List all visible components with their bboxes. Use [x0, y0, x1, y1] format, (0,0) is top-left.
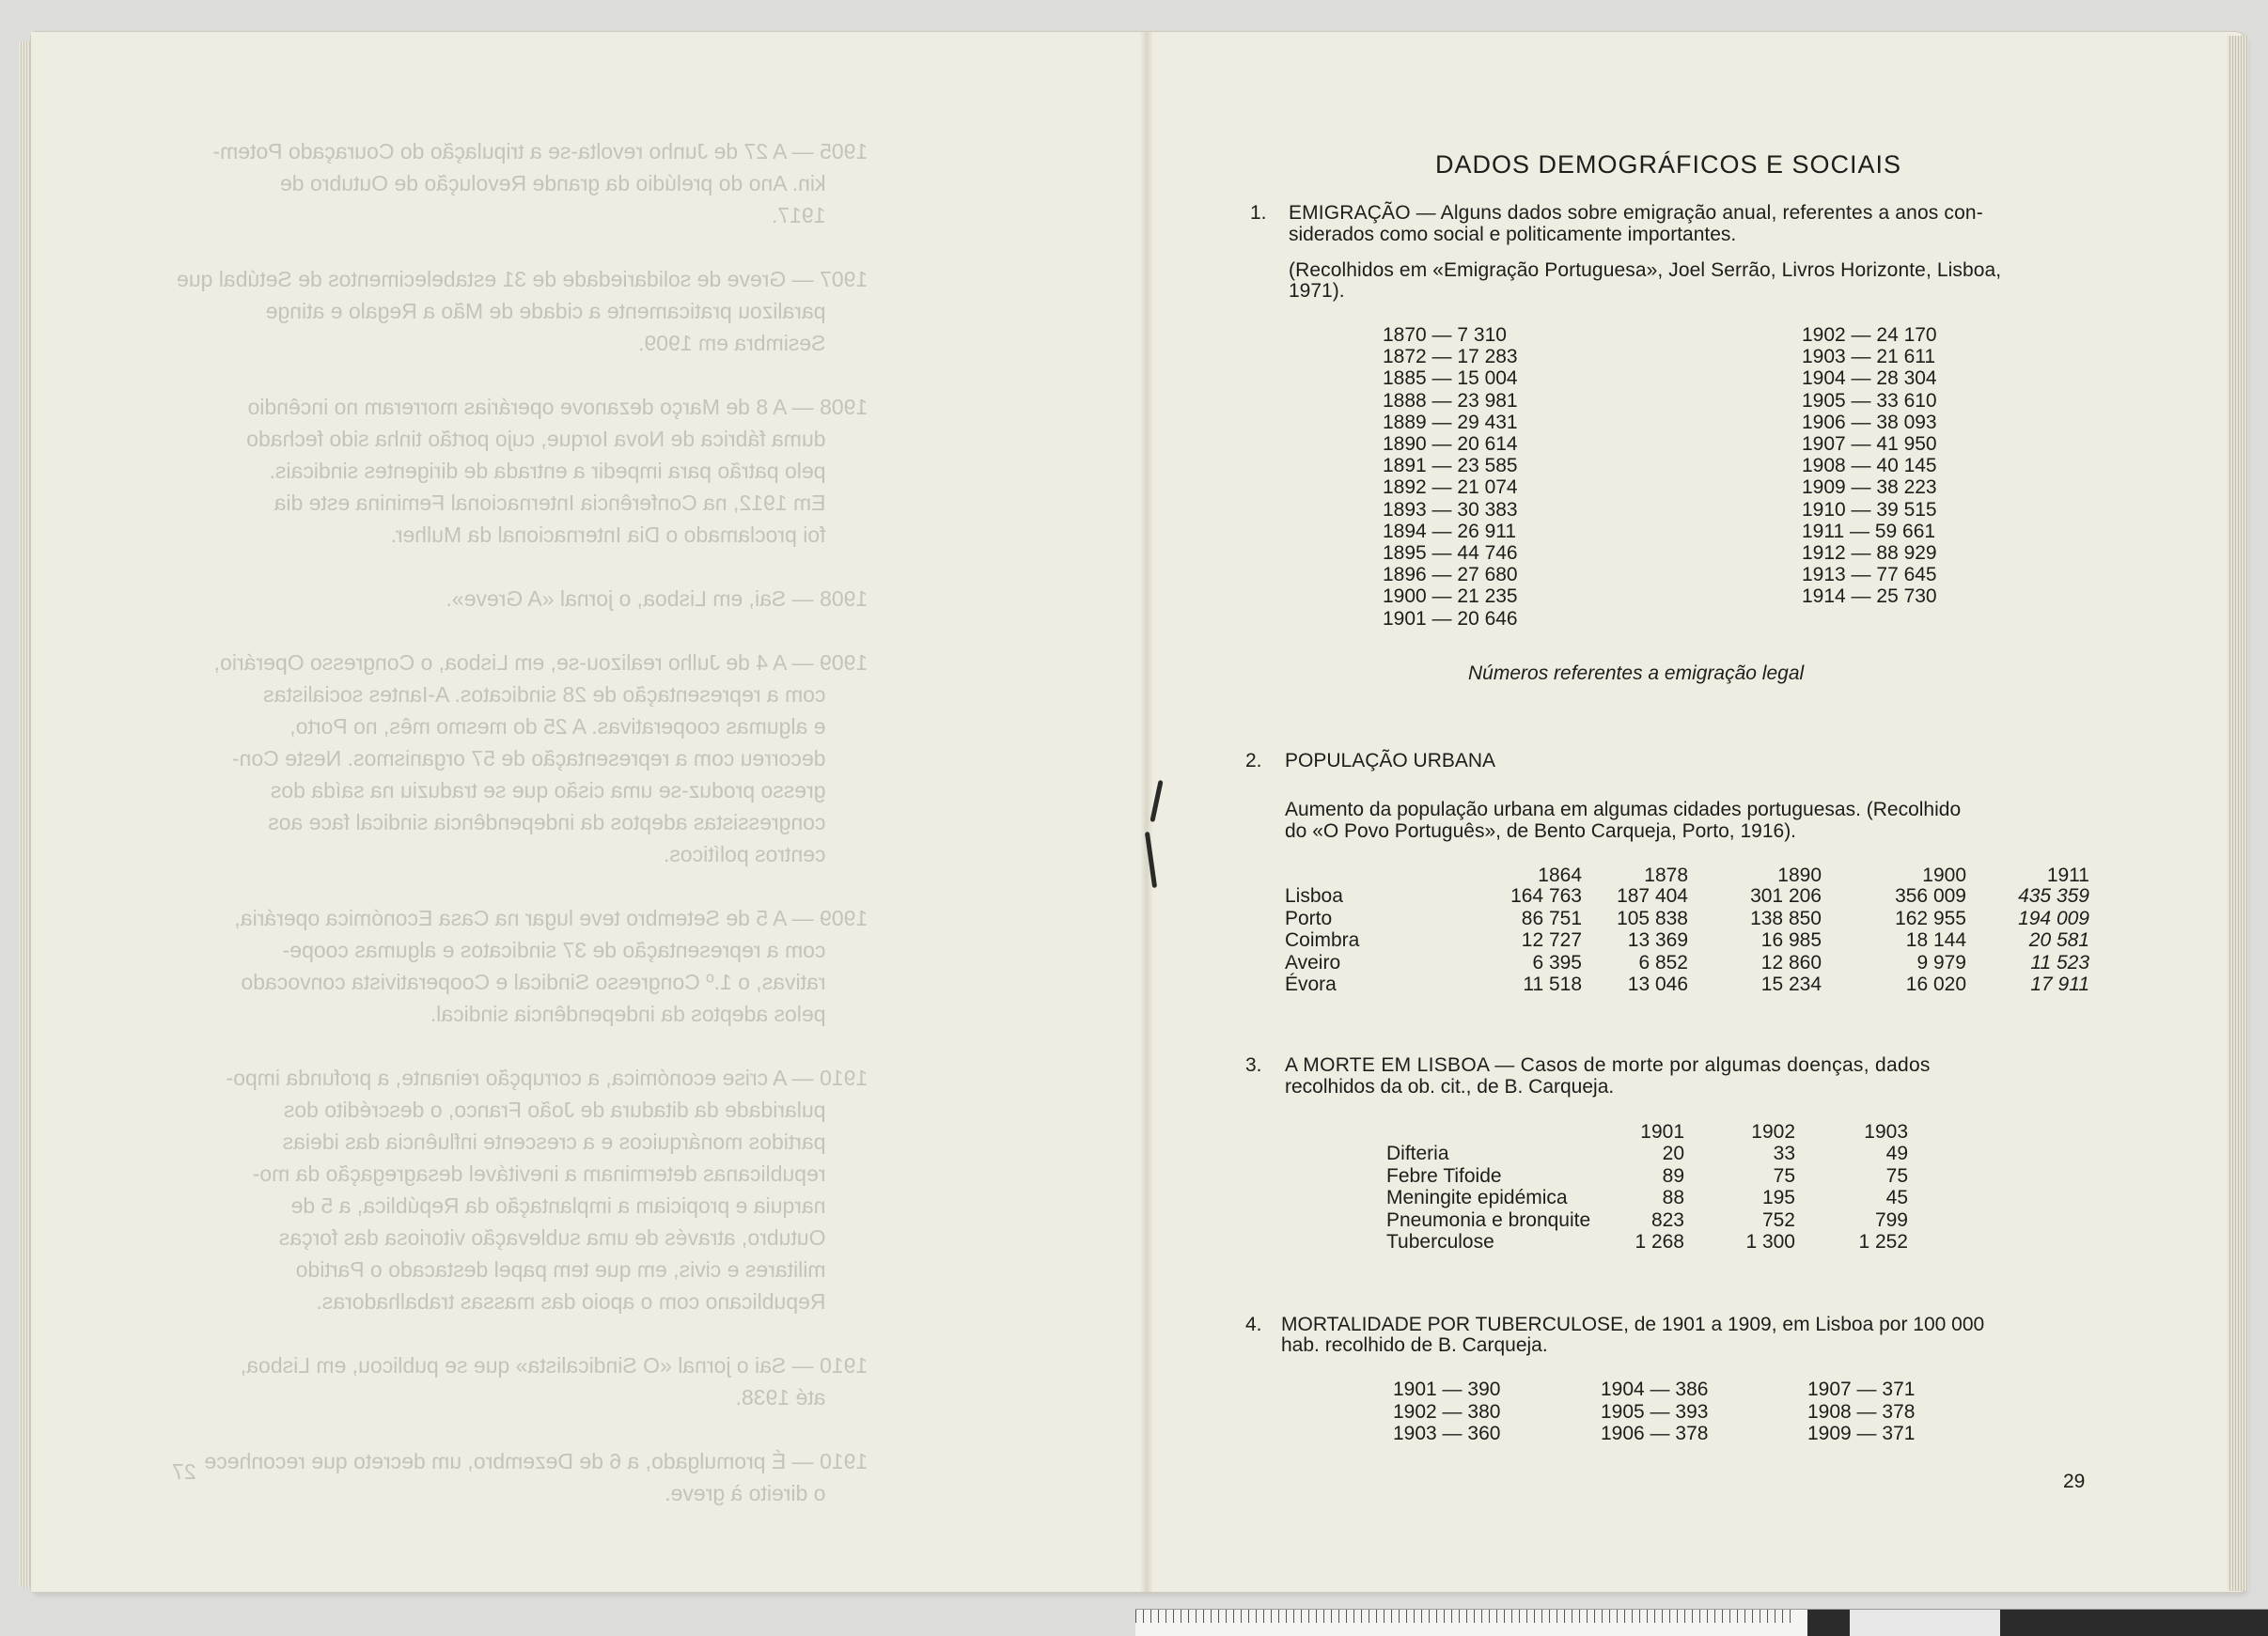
- scale-ruler: [1135, 1609, 2268, 1636]
- tuberculosis-entry: 1902 — 380: [1393, 1400, 1501, 1423]
- column-header-year: 1903: [1864, 1121, 1908, 1143]
- emigration-entry: 1913 — 77 645: [1802, 564, 1937, 586]
- table-cell: 12 860: [1760, 951, 1822, 974]
- column-header-year: 1911: [2046, 865, 2089, 886]
- table-cell: 16 985: [1760, 929, 1822, 951]
- emigration-entry: 1902 — 24 170: [1802, 324, 1937, 346]
- table-cell: 164 763: [1510, 885, 1582, 907]
- section2-line1: Aumento da população urbana em algumas cidades portuguesas. (Recolhido: [1285, 799, 1962, 820]
- ruler-ticks: [1135, 1610, 1793, 1623]
- table-cell: 6 852: [1638, 951, 1688, 974]
- page-number: 29: [2063, 1471, 2086, 1492]
- table-cell: 9 979: [1916, 951, 1966, 974]
- tuberculosis-entry: 1906 — 378: [1601, 1423, 1709, 1444]
- row-label-city: Lisboa: [1285, 885, 1343, 907]
- table-cell: 86 751: [1521, 907, 1582, 929]
- tuberculosis-entry: 1908 — 378: [1807, 1400, 1916, 1423]
- table-cell: 1 268: [1635, 1231, 1684, 1253]
- table-cell: 799: [1874, 1208, 1908, 1231]
- table-cell: 195: [1761, 1187, 1795, 1208]
- emigration-entry: 1905 — 33 610: [1802, 389, 1937, 412]
- table-cell: 138 850: [1750, 907, 1822, 929]
- table-cell: 15 234: [1760, 974, 1822, 995]
- table-cell: 752: [1761, 1208, 1795, 1231]
- table-cell: 162 955: [1895, 907, 1966, 929]
- table-cell: 20: [1662, 1143, 1684, 1164]
- section1-number: 1.: [1250, 202, 1267, 224]
- row-label-disease: Tuberculose: [1386, 1231, 1494, 1253]
- emigration-entry: 1896 — 27 680: [1383, 564, 1518, 586]
- section3-number: 3.: [1245, 1054, 1262, 1076]
- table-cell: 13 046: [1627, 974, 1688, 995]
- bleed-through-text: 1905 — A 27 de Junho revolta-se a tripulação do Couraçado Potem- kin. Ano do prelúdio da grande Revolução de Outubro de 1917. 1907 — Greve de solidariedade de 31 estabelecimentos de Setúbal que paralizou praticamente a cidade de Mão a Regalo e atinge Sesimbra em 1909. 1908 — A 8 de Março dezanove operárias morreram no incêndio duma fábrica de Nova Iorque, cujo portão tinha sido fechado pelo patrão para impedir a entrada de dirigentes sindicais. Em 1912, na Conferência Internacional Feminina este dia foi proclamado o Dia Internacional da Mulher. 1908 — Sai, em Lisboa, o jornal «A Greve». 1909 — A 4 de Julho realizou-se, em Lisboa, o Congresso Operário, com a representação de 28 sindicatos. A-Iantes socialistas e algumas cooperativas. A 25 do mesmo mês, no Porto, decorreu com a representação de 57 organismos. Neste Con- gresso produz-se uma cisão que se traduziu na saída dos congressistas adeptos da independência sindical face aos centros políticos. 1909 — A 5 de Setembro teve lugar na Casa Económica operária, com a representação de 37 sindicatos e algumas coope- rativas, o 1.º Congresso Sindical e Cooperativista convocado pelos adeptos da independência sindical. 1910 — A crise económica, a corrupção reinante, a profunda impo- pularidade da ditadura de João Franco, o descrédito dos partidos monárquicos e a crescente influência das ideias republicanas determinam a inevitável desagregação da mo- narquia e propiciam a implantação da República, a 5 de Outubro, através de uma sublevação vitoriosa das forças militares e civis, em que tem papel destacado o Partido Republicano com o apoio das massas trabalhadoras. 1910 — Sai o jornal «O Sindicalista» que se publicou, em Lisboa, até 1938. 1910 — É promulgado, a 6 de Dezembro, um decreto que reconhece o direito à greve.: [177, 139, 868, 1505]
- column-header-year: 1901: [1640, 1121, 1684, 1143]
- bleed-through-pagenum: 27: [172, 1459, 196, 1484]
- tuberculosis-entry: 1904 — 386: [1601, 1379, 1709, 1400]
- emigration-entry: 1885 — 15 004: [1383, 367, 1518, 390]
- table-cell: 194 009: [2018, 907, 2089, 929]
- column-header-year: 1890: [1777, 865, 1822, 886]
- table-cell: 88: [1662, 1187, 1684, 1208]
- tuberculosis-entry: 1901 — 390: [1393, 1379, 1501, 1400]
- emigration-entry: 1892 — 21 074: [1383, 476, 1518, 499]
- page-edges-right: [2228, 36, 2248, 1591]
- emigration-caption: Números referentes a emigração legal: [1468, 662, 1805, 684]
- emigration-entry: 1911 — 59 661: [1802, 520, 1936, 542]
- table-cell: 11 518: [1523, 974, 1582, 995]
- row-label-city: Porto: [1285, 907, 1333, 929]
- table-cell: 1 300: [1745, 1231, 1795, 1253]
- emigration-entry: 1872 — 17 283: [1383, 346, 1518, 368]
- ruler-light-band: [1850, 1610, 2000, 1636]
- emigration-entry: 1912 — 88 929: [1802, 542, 1937, 564]
- column-header-year: 1902: [1751, 1121, 1795, 1143]
- column-header-year: 1878: [1644, 865, 1688, 886]
- table-cell: 823: [1650, 1208, 1684, 1231]
- emigration-entry: 1908 — 40 145: [1802, 455, 1937, 477]
- emigration-entry: 1910 — 39 515: [1802, 498, 1937, 521]
- row-label-disease: Difteria: [1386, 1143, 1449, 1164]
- emigration-entry: 1907 — 41 950: [1802, 433, 1937, 455]
- section3-line1: A MORTE EM LISBOA — Casos de morte por algumas doenças, dados: [1285, 1054, 1931, 1076]
- table-cell: 1 252: [1858, 1231, 1908, 1253]
- emigration-entry: 1889 — 29 431: [1383, 411, 1518, 433]
- table-cell: 17 911: [2030, 974, 2089, 995]
- table-cell: 301 206: [1750, 885, 1822, 907]
- tuberculosis-entry: 1903 — 360: [1393, 1423, 1501, 1444]
- section1-source-line2: 1971).: [1289, 280, 1345, 302]
- table-cell: 20 581: [2028, 929, 2089, 951]
- left-page: [31, 32, 1140, 1592]
- emigration-entry: 1888 — 23 981: [1383, 389, 1518, 412]
- table-cell: 33: [1773, 1143, 1795, 1164]
- column-header-year: 1900: [1922, 865, 1966, 886]
- table-cell: 18 144: [1905, 929, 1966, 951]
- section1-line2: siderados como social e politicamente importantes.: [1289, 224, 1737, 245]
- section2-title: POPULAÇÃO URBANA: [1285, 750, 1496, 771]
- section1-source-line1: (Recolhidos em «Emigração Portuguesa», Joel Serrão, Livros Horizonte, Lisboa,: [1289, 259, 2002, 281]
- emigration-entry: 1914 — 25 730: [1802, 585, 1937, 608]
- section2-number: 2.: [1245, 750, 1262, 771]
- row-label-disease: Febre Tifoide: [1386, 1164, 1502, 1187]
- emigration-entry: 1901 — 20 646: [1383, 607, 1518, 630]
- table-cell: 105 838: [1617, 907, 1688, 929]
- tuberculosis-entry: 1905 — 393: [1601, 1400, 1709, 1423]
- table-cell: 435 359: [2018, 885, 2089, 907]
- table-cell: 89: [1662, 1164, 1684, 1187]
- column-header-year: 1864: [1538, 865, 1582, 886]
- table-cell: 75: [1773, 1164, 1795, 1187]
- section4-number: 4.: [1245, 1314, 1262, 1335]
- emigration-entry: 1894 — 26 911: [1383, 520, 1517, 542]
- table-cell: 13 369: [1627, 929, 1688, 951]
- row-label-disease: Meningite epidémica: [1386, 1187, 1568, 1208]
- emigration-entry: 1903 — 21 611: [1802, 346, 1936, 368]
- row-label-city: Évora: [1285, 974, 1337, 995]
- page-heading: DADOS DEMOGRÁFICOS E SOCIAIS: [1435, 150, 1902, 179]
- table-cell: 187 404: [1617, 885, 1688, 907]
- row-label-city: Aveiro: [1285, 951, 1341, 974]
- emigration-entry: 1890 — 20 614: [1383, 433, 1518, 455]
- emigration-entry: 1904 — 28 304: [1802, 367, 1937, 390]
- table-cell: 49: [1885, 1143, 1908, 1164]
- emigration-entry: 1895 — 44 746: [1383, 542, 1518, 564]
- table-cell: 16 020: [1905, 974, 1966, 995]
- section4-line2: hab. recolhido de B. Carqueja.: [1281, 1334, 1548, 1356]
- emigration-entry: 1893 — 30 383: [1383, 498, 1518, 521]
- table-cell: 356 009: [1895, 885, 1966, 907]
- table-cell: 11 523: [2030, 951, 2089, 974]
- emigration-entry: 1870 — 7 310: [1383, 324, 1507, 346]
- section2-line2: do «O Povo Português», de Bento Carqueja, Porto, 1916).: [1285, 820, 1797, 842]
- section1-line1: EMIGRAÇÃO — Alguns dados sobre emigração anual, referentes a anos con-: [1289, 202, 1983, 224]
- table-cell: 45: [1885, 1187, 1908, 1208]
- row-label-disease: Pneumonia e bronquite: [1386, 1208, 1591, 1231]
- emigration-entry: 1891 — 23 585: [1383, 455, 1518, 477]
- row-label-city: Coimbra: [1285, 929, 1360, 951]
- table-cell: 75: [1885, 1164, 1908, 1187]
- tuberculosis-entry: 1909 — 371: [1807, 1423, 1916, 1444]
- section4-line1: MORTALIDADE POR TUBERCULOSE, de 1901 a 1909, em Lisboa por 100 000: [1281, 1314, 1985, 1335]
- section3-line2: recolhidos da ob. cit., de B. Carqueja.: [1285, 1076, 1615, 1098]
- tuberculosis-entry: 1907 — 371: [1807, 1379, 1916, 1400]
- emigration-entry: 1906 — 38 093: [1802, 411, 1937, 433]
- emigration-entry: 1900 — 21 235: [1383, 585, 1518, 608]
- table-cell: 12 727: [1521, 929, 1582, 951]
- emigration-entry: 1909 — 38 223: [1802, 476, 1937, 499]
- table-cell: 6 395: [1532, 951, 1582, 974]
